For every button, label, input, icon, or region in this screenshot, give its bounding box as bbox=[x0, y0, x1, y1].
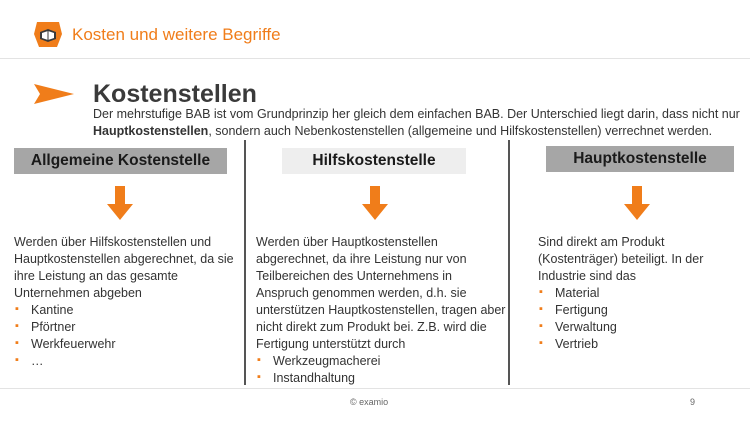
column-body-allgemeine bbox=[14, 234, 244, 370]
down-arrow-icon bbox=[362, 186, 388, 220]
header-title: Kosten und weitere Begriffe bbox=[72, 25, 281, 44]
column-heading-allgemeine: Allgemeine Kostenstelle bbox=[14, 148, 227, 174]
examio-logo-icon bbox=[33, 20, 63, 48]
column-heading-hilfs: Hilfskostenstelle bbox=[282, 148, 466, 174]
list-item: ▪ Vertrieb bbox=[538, 336, 738, 353]
column-description: Werden über Hilfskostenstellen und Hauptkostenstellen abgerechnet, da sie ihre Leistung an das gesamte Unternehmen abgeben bbox=[14, 235, 234, 300]
column-body-haupt bbox=[538, 234, 738, 353]
list-item: ▪ Material bbox=[538, 285, 738, 302]
slide-title: Kostenstellen bbox=[93, 80, 257, 108]
down-arrow-icon bbox=[107, 186, 133, 220]
column-description: Sind direkt am Produkt (Kostenträger) beteiligt. In der Industrie sind das bbox=[538, 235, 704, 283]
bullet-list bbox=[538, 285, 738, 353]
list-item: ▪ Werkfeuerwehr bbox=[14, 336, 244, 353]
subtitle-text-1: Der mehrstufige BAB ist vom Grundprinzip her gleich dem einfachen BAB. Der Unterschied liegt darin, dass nicht nur bbox=[93, 107, 740, 121]
subtitle-bold: Hauptkostenstellen bbox=[93, 124, 209, 138]
slide-subtitle bbox=[93, 106, 750, 140]
list-item: ▪ … bbox=[14, 353, 244, 370]
list-item: ▪ Instandhaltung bbox=[256, 370, 506, 387]
list-item: ▪ Werkzeugmacherei bbox=[256, 353, 506, 370]
footer-divider bbox=[0, 388, 750, 389]
column-divider bbox=[508, 140, 510, 385]
down-arrow-icon bbox=[624, 186, 650, 220]
list-item: ▪ Fertigung bbox=[538, 302, 738, 319]
column-description: Werden über Hauptkostenstellen abgerechnet, da ihre Leistung nur von Teilbereichen des Unternehmens in Anspruch genommen werden, d.h. sie unterstützen Hauptkostenstellen, tragen aber nicht direkt zum Produkt bei. Z.B. wird die Fertigung unterstützt durch bbox=[256, 235, 506, 351]
title-arrow-icon bbox=[34, 84, 74, 104]
list-item: ▪ Kantine bbox=[14, 302, 244, 319]
header-divider bbox=[0, 58, 750, 59]
list-item: ▪ Verwaltung bbox=[538, 319, 738, 336]
footer-copyright: © examio bbox=[350, 397, 389, 407]
bullet-list bbox=[256, 353, 506, 387]
list-item: ▪ Pförtner bbox=[14, 319, 244, 336]
page-number: 9 bbox=[690, 397, 696, 407]
subtitle-text-2: , sondern auch Nebenkostenstellen (allgemeine und Hilfskostenstellen) verrechnet werden. bbox=[208, 124, 713, 138]
column-body-hilfs bbox=[256, 234, 506, 387]
column-heading-haupt: Hauptkostenstelle bbox=[546, 146, 734, 172]
bullet-list bbox=[14, 302, 244, 370]
column-divider bbox=[244, 140, 246, 385]
